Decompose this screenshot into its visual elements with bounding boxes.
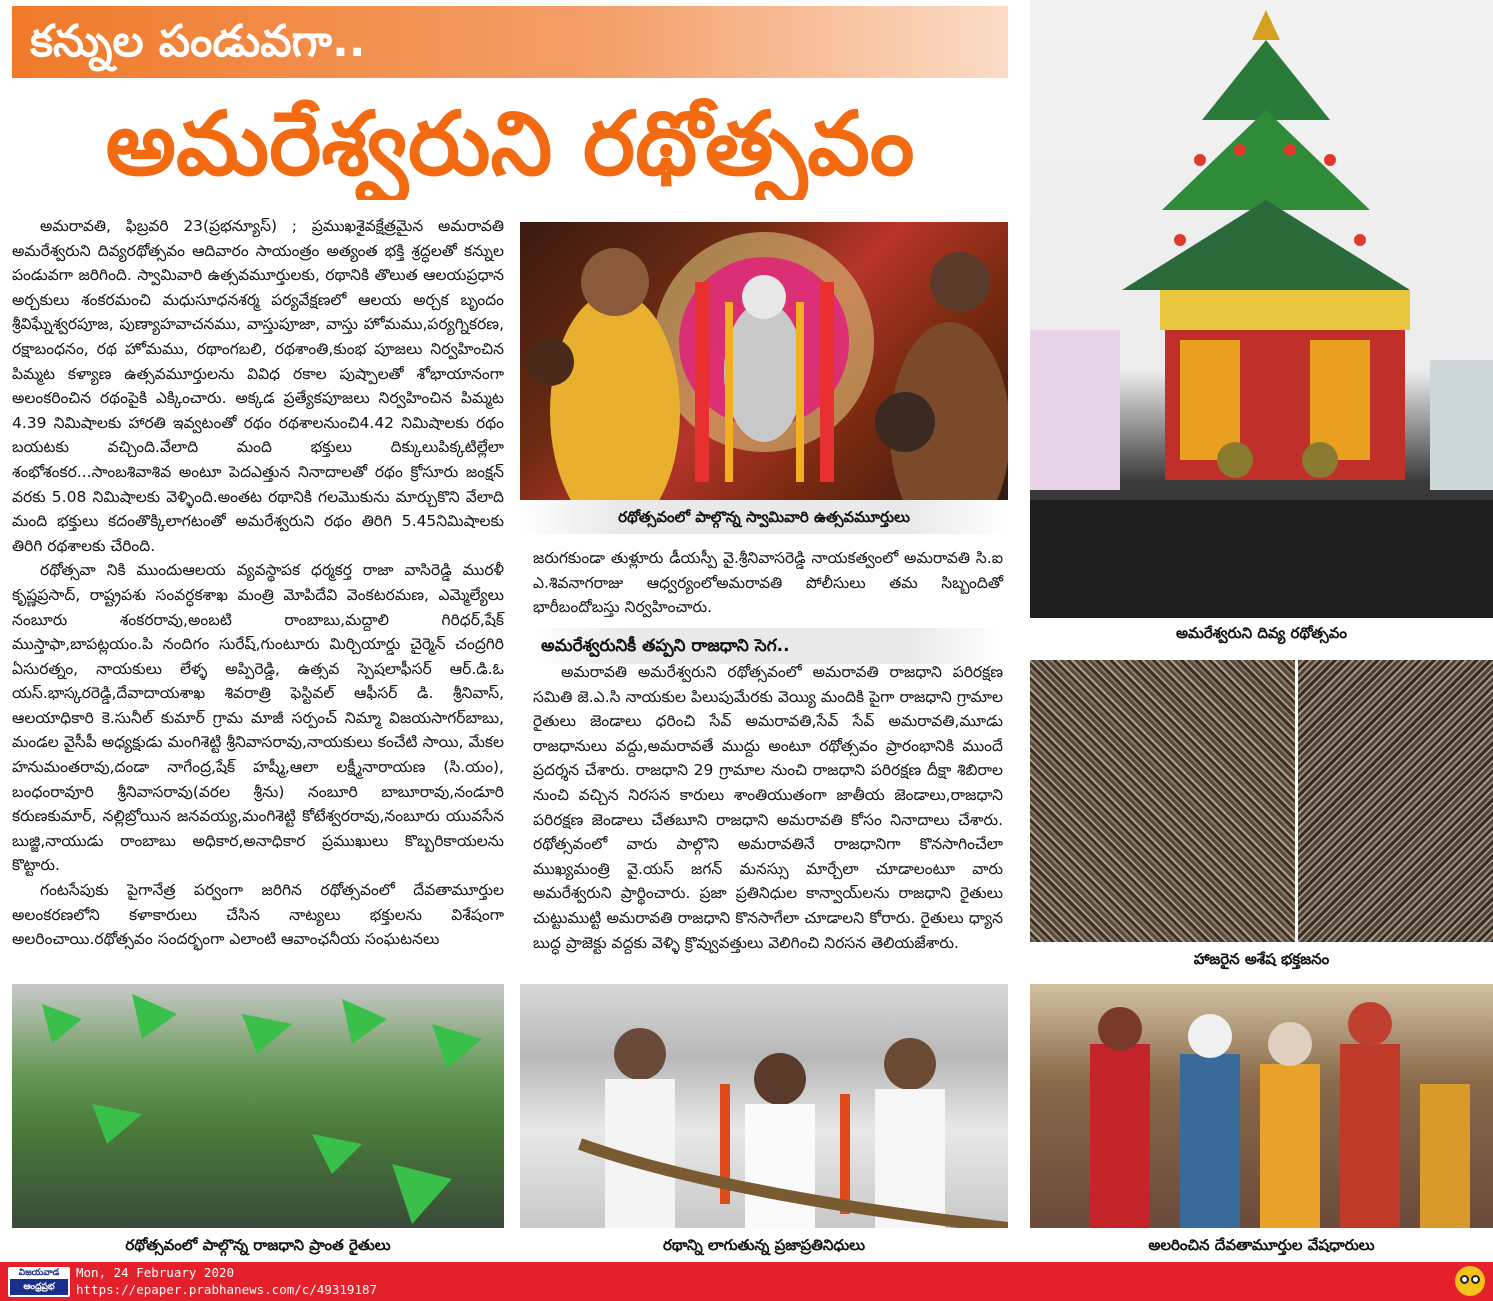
- article-column-2-bottom: [533, 660, 1003, 955]
- deity-photo: [520, 222, 1008, 502]
- crowd-photo-right: [1298, 660, 1493, 942]
- caption-crowd: హాజరైన అశేష భక్తజనం: [1193, 950, 1330, 968]
- masthead-city: విజయవాడ: [18, 1268, 60, 1278]
- paragraph: అమరావతి, ఫిబ్రవరి 23(ప్రభన్యూస్) ; ప్రముఖశైవక్షేత్రమైన అమరావతి అమరేశ్వరుని దివ్యరథోత్సవం ఆదివారం సాయంత్రం అత్యంత భక్తి శ్రద్ధలతో కన్నుల పండువగా జరిగింది. స్వామివారి ఉత్సవమూర్తులకు, రథానికి తొలుత ఆలయప్రధాన అర్చకులు శంకరమంచి మధుసూధనశర్మ పర్యవేక్షణలో ఆలయ అర్చక బృందం శ్రీవిఘ్నేశ్వరపూజ, పుణ్యాహవాచనము, వాస్తుపూజా, వాస్తు హోమము,పర్యగ్నికరణ, రక్షాబంధనం, రథ హోమము, రథాంగబలి, రథశాంతి,కుంభ పూజలు నిర్వహించిన పిమ్మట కళ్యాణ ఉత్సవమూర్తులను వివిధ రకాల పుష్పాలతో శోభాయానంగా అలంకరించిన రథంపైకి ఎక్కించారు. అక్కడ ప్రత్యేకపూజలు నిర్వహించిన పిమ్మట 4.39 నిమిషాలకు హారతి ఇవ్వటంతో రథం రథశాలనుంచి4.42 నిమిషాలకు రథం బయటకు వచ్చింది.వేలాది మంది భక్తులు దిక్కులుపిక్కటిల్లేలా శంభోశంకర...సాంబశివాశివ అంటూ పెదఎత్తున నినాదాలతో రథం క్రోసూరు జంక్షన్ వరకు 5.08 నిమిషాలకు వెళ్ళింది.అంతట రథానికి గలమొకును మార్చుకొని వేలాది మంది భక్తులు కదంతొక్కిలాగటంతో అమరేశ్వరుని రథం తిరిగి 5.45నిమిషాలకు తిరిగి రథశాలకు చేరింది.: [12, 217, 504, 555]
- caption-farmers: రథోత్సవంలో పాల్గొన్న రాజధాని ప్రాంత రైతులు: [125, 1236, 391, 1254]
- owl-logo-icon: [1455, 1266, 1485, 1296]
- kicker-text: కన్నుల పండువగా..: [30, 16, 366, 67]
- paragraph: రథోత్సవా నికి ముందుఆలయ వ్యవస్థాపక ధర్మకర్త రాజా వాసిరెడ్డి మురళీ కృష్ణప్రసాద్, రాష్ట్రపశు సంవర్ధకశాఖ మంత్రి మోపిదేవి వెంకటరమణ, ఎమ్మెల్యేలు నంబూరు శంకరరావు,అంబటి రాంబాబు,మద్దాలి గిరిధర్,షేక్ ముస్తాఫా,బాపట్లయం.పి నందిగం సురేష్,గుంటూరు మిర్చియార్డు చైర్మెన్ చంద్రగిరి ఏసురత్నం, నాయకులు లేళ్ళ అప్పిరెడ్డి, ఉత్సవ స్పెషలాఫీసర్ ఆర్.డి.ఓ యస్.భాస్కరరెడ్డి,దేవాదాయశాఖ శివరాత్రి ఫెస్టివల్ ఆఫీసర్ డి. శ్రీనివాస్, ఆలయాధికారి కె.సునీల్ కుమార్ గ్రామ మాజీ సర్పంచ్ నిమ్మా విజయసాగర్‌బాబు, మండల వైసీపీ అధ్యక్షుడు మంగిశెట్టి శ్రీనివాసరావు,నాయకులు కంచేటి సాయి, మేకల హనుమంతరావు,దండా నాగేంద్ర,షేక్ హష్మీ,ఆలా లక్ష్మీనారాయణ (సి.యం), బంధంరావూరి శ్రీనివాసరావు(వరల శ్రీను) నంబూరి బాబూరావు,నండూరి కరుణకుమార్, నల్లిబ్రోయిన జనవయ్య,మంగిశెట్టి కోటేశ్వరరావు,నంబూరు యువసేన బుజ్జి,నాయుడు రాంబాబు అధికార,అనాధికార ప్రముఖులు కొబ్బరికాయలను కొట్టారు.: [12, 561, 504, 875]
- kicker-banner: [12, 6, 1008, 78]
- caption-performers: అలరించిన దేవతామూర్తుల వేషధారులు: [1148, 1236, 1375, 1254]
- caption-chariot: అమరేశ్వరుని దివ్య రథోత్సవం: [1175, 624, 1348, 642]
- caption-leaders: రథాన్ని లాగుతున్న ప్రజాప్రతినిధులు: [662, 1236, 866, 1254]
- article-column-1: [12, 214, 504, 952]
- subheading: అమరేశ్వరునికీ తప్పని రాజధాని సెగ..: [533, 628, 1003, 664]
- edition-date: Mon, 24 February 2020: [76, 1265, 235, 1280]
- footer-bar: [0, 1262, 1493, 1301]
- paragraph: అమరావతి అమరేశ్వరుని రథోత్సవంలో అమరావతి రాజధాని పరిరక్షణ సమితి జె.ఎ.సి నాయకుల పిలుపుమేరకు వెయ్యి మందికి పైగా రాజధాని గ్రామాల రైతులు జెండాలు ధరించి సేవ్ అమరావతి,సేవ్ సేవ్ అమరావతి,మూడు రాజధానులు వద్దు,అమరావతే ముద్దు అంటూ రథోత్సవం ప్రారంభానికి ముందే ప్రదర్శన చేశారు. రాజధాని 29 గ్రామాల నుంచి రాజధాని పరిరక్షణ దీక్షా శిబిరాల నుంచి వచ్చిన నిరసన కారులు శాంతియుతంగా జాతీయ జెండాలు,రాజధాని పరిరక్షణ జెండాలు చేతబూని రాజధాని అమరావతి కోసం నినాదాలు చేశారు. రథోత్సవంలో వారు పాల్గొని అమరావతినే రాజధానిగా కొనసాగించేలా ముఖ్యమంత్రి వై.యస్ జగన్ మనస్సు మార్చేలా చూడాలంటూ వారు అమరేశ్వరుని ప్రార్థించారు. ప్రజా ప్రతినిధుల కాన్వాయ్‌లను రాజధాని రైతులు చుట్టుముట్టి అమరావతి రాజధాని కొనసాగేలా చూడాలని కోరారు. రైతులు ధ్యాన బుద్ధ ప్రాజెక్టు వద్దకు వెళ్ళి క్రొవ్వువత్తులు వెలిగించి నిరసన తెలియజేశారు.: [533, 663, 1003, 952]
- paragraph: జరుగకుండా తుళ్లూరు డీయస్పీ వై.శ్రీనివాసరెడ్డి నాయకత్వంలో అమరావతి సి.ఐ ఎ.శివనాగరాజు ఆధ్వర్యంలోఅమరావతి పోలీసులు తమ సిబ్బందితో భారీబందోబస్తు నిర్వహించారు.: [533, 549, 1003, 617]
- paragraph: గంటసేపుకు పైగానేత్ర పర్వంగా జరిగిన రథోత్సవంలో దేవతామూర్తుల అలంకరణలోని కళాకారులు చేసిన నాట్యలు భక్తులను విశేషంగా అలరించాయి.రథోత్సవం సందర్భంగా ఎలాంటి ఆవాంఛనీయ సంఘటనలు: [12, 881, 504, 949]
- leaders-photo: [520, 984, 1008, 1228]
- chariot-photo: [1030, 0, 1493, 618]
- caption-deity: రథోత్సవంలో పాల్గొన్న స్వామివారి ఉత్సవమూర్తులు: [520, 500, 1008, 534]
- headline: అమరేశ్వరుని రథోత్సవం: [105, 92, 915, 195]
- article-column-2-top: [533, 546, 1003, 620]
- performers-photo: [1030, 984, 1493, 1228]
- edition-url[interactable]: https://epaper.prabhanews.com/c/49319187: [76, 1282, 378, 1297]
- crowd-photo-left: [1030, 660, 1295, 942]
- masthead-name: ఆంధ్రప్రభ: [10, 1279, 68, 1295]
- farmers-photo: [12, 984, 504, 1228]
- masthead-logo: [8, 1267, 70, 1297]
